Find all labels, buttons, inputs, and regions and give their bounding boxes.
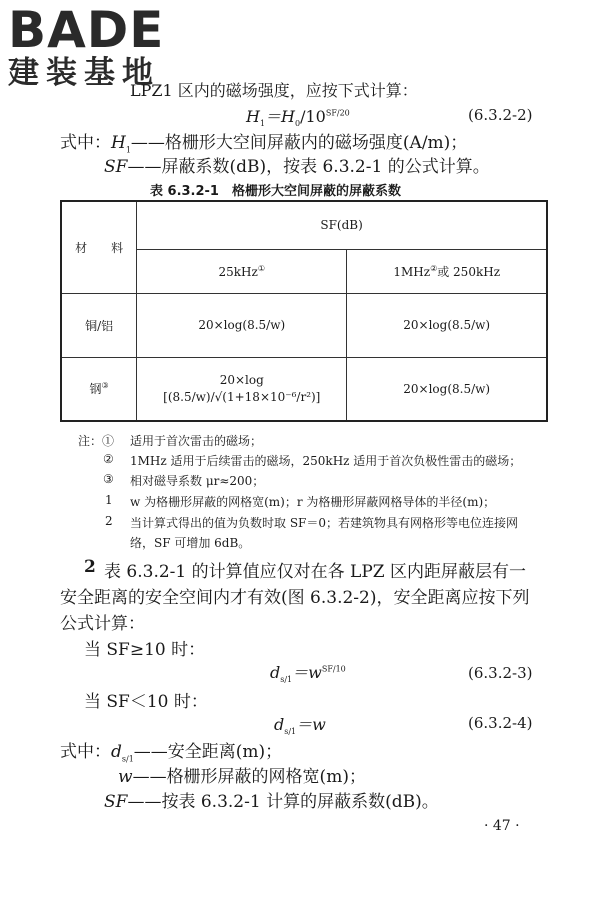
note-text: 1MHz 适用于后续雷击的磁场，250kHz 适用于首次负极性雷击的磁场； xyxy=(130,454,522,468)
eq1-lhs: H xyxy=(246,107,260,126)
def-symbol: H xyxy=(111,133,126,153)
definition-sf xyxy=(104,152,490,177)
note-text: w 为格栅形屏蔽的网格宽(m)；r 为格栅形屏蔽网格导体的半径(m)； xyxy=(130,495,496,509)
def-text: ——按表 6.3.2-1 计算的屏蔽系数(dB)。 xyxy=(127,792,439,812)
equation-6-3-2-2 xyxy=(246,104,350,128)
equation-6-3-2-4 xyxy=(274,712,326,736)
note-mark: ② xyxy=(103,452,114,466)
col2-label-a: 1MHz xyxy=(393,264,431,279)
formula-line-1: 20×log xyxy=(219,373,264,388)
col2-mark: ② xyxy=(430,263,438,273)
def-text: ——屏蔽系数(dB)，按表 6.3.2-1 的公式计算。 xyxy=(127,157,490,177)
header-1mhz xyxy=(347,249,547,293)
def-lead: 式中： xyxy=(60,133,111,153)
row-steel-label xyxy=(61,357,137,421)
header-material: 材 料 xyxy=(61,201,137,293)
formula-line-2: [(8.5/w)/√(1+18×10⁻⁶/r²)] xyxy=(163,390,321,405)
definition-h1 xyxy=(60,128,467,154)
row-steel-1mhz: 20×log(8.5/w) xyxy=(347,357,547,421)
note-text: 适用于首次雷击的磁场； xyxy=(130,434,263,448)
definition-ds1 xyxy=(60,737,282,763)
eq1-div: /10 xyxy=(300,107,326,126)
header-sf: SF(dB) xyxy=(137,201,547,249)
row-copper-label: 铜/铝 xyxy=(61,293,137,357)
table-caption: 表 6.3.2-1 格栅形大空间屏蔽的屏蔽系数 xyxy=(150,184,401,199)
def-lead: 式中： xyxy=(60,742,111,762)
def-text: ——格栅形屏蔽的网格宽(m)； xyxy=(132,767,366,787)
row2-mark: ③ xyxy=(101,381,109,391)
equation-6-3-2-3 xyxy=(270,660,346,684)
note-mark: 2 xyxy=(105,514,113,528)
eq3-eq: ＝w xyxy=(292,663,322,682)
note-text: 相对磁导系数 μr≈200； xyxy=(130,474,265,488)
eq3-lhs: d xyxy=(270,663,281,682)
definition-w xyxy=(118,762,366,787)
def-text: ——格栅形大空间屏蔽内的磁场强度(A/m)； xyxy=(130,133,468,153)
para2-line1: 表 6.3.2-1 的计算值应仅对在各 LPZ 区内距屏蔽层有一 xyxy=(104,562,526,582)
row-copper-25khz: 20×log(8.5/w) xyxy=(137,293,347,357)
note-text: 络，SF 可增加 6dB。 xyxy=(130,536,251,550)
eq4-lhs-sub: s/1 xyxy=(284,727,297,737)
equation-number-2: (6.3.2-2) xyxy=(468,106,533,124)
row2-label: 钢 xyxy=(89,382,102,397)
note-mark: ③ xyxy=(103,472,114,486)
def-symbol: SF xyxy=(104,792,128,812)
row-steel-25khz xyxy=(137,357,347,421)
def-symbol: SF xyxy=(104,157,128,177)
definition-sf-2 xyxy=(104,787,439,812)
eq4-lhs: d xyxy=(274,715,285,734)
logo-subtitle: 建装基地 xyxy=(8,55,160,91)
para2-line3: 公式计算： xyxy=(60,614,145,634)
col1-label: 25kHz xyxy=(218,264,258,279)
eq1-eq: ＝H xyxy=(265,107,296,126)
note-text: 当计算式得出的值为负数时取 SF＝0；若建筑物具有网格形等电位连接网 xyxy=(130,516,518,530)
def-symbol: d xyxy=(111,742,122,762)
def-text: ——安全距离(m)； xyxy=(133,742,283,762)
equation-number-4: (6.3.2-4) xyxy=(468,714,533,732)
header-25khz xyxy=(137,249,347,293)
row-copper-1mhz: 20×log(8.5/w) xyxy=(347,293,547,357)
col2-label-b: 或 250kHz xyxy=(437,264,501,279)
note-mark: 1 xyxy=(105,493,113,507)
def-symbol-sub: s/1 xyxy=(121,754,134,764)
condition-sf-ge-10: 当 SF≥10 时： xyxy=(84,640,206,660)
intro-line: LPZ1 区内的磁场强度，应按下式计算： xyxy=(130,81,418,100)
para2-line2: 安全距离的安全空间内才有效(图 6.3.2-2)，安全距离应按下列 xyxy=(60,588,530,608)
eq1-lhs-sub: 1 xyxy=(259,119,266,129)
logo-wordmark: BADE xyxy=(8,1,165,59)
para2-number: 2 xyxy=(84,557,96,577)
equation-number-3: (6.3.2-3) xyxy=(468,664,533,682)
condition-sf-lt-10: 当 SF＜10 时： xyxy=(84,692,208,712)
eq4-eq: ＝w xyxy=(296,715,326,734)
page-number: · 47 · xyxy=(484,818,520,834)
eq3-exponent: SF/10 xyxy=(321,664,346,674)
def-symbol: w xyxy=(118,767,133,787)
eq1-eq-sub: 0 xyxy=(295,119,301,129)
col1-mark: ① xyxy=(257,263,266,273)
eq3-lhs-sub: s/1 xyxy=(280,675,293,685)
eq1-exponent: SF/20 xyxy=(325,108,350,118)
def-symbol-sub: 1 xyxy=(125,145,131,155)
shielding-table xyxy=(60,200,548,422)
note-mark: 注：① xyxy=(78,434,115,448)
